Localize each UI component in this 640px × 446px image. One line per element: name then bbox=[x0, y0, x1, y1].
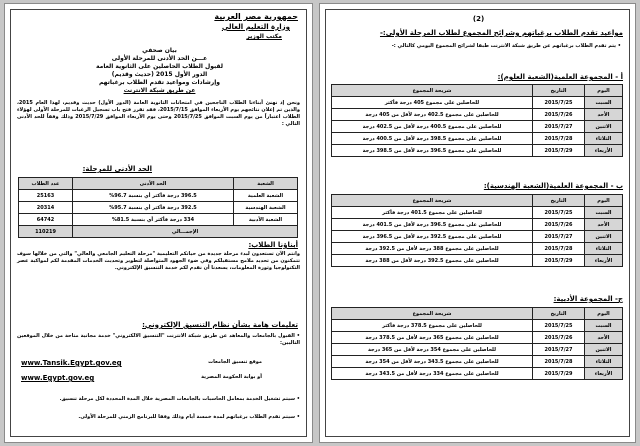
table-row bbox=[19, 190, 298, 202]
day-cell: الثلاثاء bbox=[585, 243, 623, 255]
day-cell: الأحد bbox=[585, 109, 623, 121]
table-row bbox=[332, 255, 623, 267]
date-cell: 2015/7/28 bbox=[533, 356, 585, 368]
intro-paragraph: ونحن إذ نهنئ أبناءنا الطلاب الناجحين في امتحانات الثانوية العامة (الدور الأول) حديث وقديم، لهذا العام 2015، والذين تم إعلان نتائجهم يوم الأربعاء الموافق 2015/7/15، فقد تقرر فتح باب تسجيل الرغبات للمرحلة الأولى لهؤلاء الطلاب اعتباراً من يوم السبت الموافق 2015/7/25 وحتى يوم الأربعاء الموافق 2015/7/29 وذلك وفقاً للحد الأدنى التالي : bbox=[17, 100, 300, 127]
press-title-1: بيان صحفي bbox=[142, 47, 177, 54]
date-cell: 2015/7/29 bbox=[533, 145, 585, 157]
day-cell: الأربعاء bbox=[585, 255, 623, 267]
table-row bbox=[19, 202, 298, 214]
date-cell: 2015/7/27 bbox=[533, 231, 585, 243]
day-cell: الثلاثاء bbox=[585, 133, 623, 145]
range-cell: للحاصلين على مجموع 402.5 درجة لأقل من 405 درجة bbox=[332, 109, 533, 121]
header-line-2: وزارة التعليم العالي bbox=[221, 23, 290, 31]
date-cell: 2015/7/25 bbox=[533, 97, 585, 109]
day-cell: الأحد bbox=[585, 332, 623, 344]
table-row bbox=[332, 368, 623, 380]
table-row bbox=[332, 133, 623, 145]
section-b-table bbox=[331, 194, 623, 267]
table-row bbox=[332, 145, 623, 157]
day-cell: الاثنين bbox=[585, 231, 623, 243]
date-cell: 2015/7/29 bbox=[533, 368, 585, 380]
col-header: الحد الأدنى bbox=[73, 178, 234, 190]
table-row bbox=[332, 231, 623, 243]
range-cell: للحاصلين على مجموع 401.5 درجة فأكثر bbox=[332, 207, 533, 219]
site-label: أو بوابة الحكومة المصرية bbox=[201, 374, 262, 380]
cell: 334 درجة فأكثر أي بنسبة 81.5% bbox=[73, 214, 234, 226]
date-cell: 2015/7/29 bbox=[533, 255, 585, 267]
press-title-3: لقبول الطلاب الحاصلين على الثانوية العامة bbox=[96, 63, 223, 70]
cell: الشعبة الأدبية bbox=[234, 214, 298, 226]
range-cell: للحاصلين على مجموع 378.5 درجة فأكثر bbox=[332, 320, 533, 332]
page-number: (2) bbox=[472, 15, 485, 23]
instructions-heading: تعليمات هامة بشأن نظام التنسيق الإلكتروني: bbox=[142, 321, 298, 329]
col-header: عدد الطلاب bbox=[19, 178, 73, 190]
table-row bbox=[332, 332, 623, 344]
instruction-item: • القبول بالجامعات والمعاهد عن طريق شبكة الانترنت "التنسيق الالكتروني" خدمة مجانية متاحة من خلال الموقعين التاليين: bbox=[17, 333, 300, 347]
section-c-heading: ج- المجموعة الأدبية: bbox=[553, 295, 623, 303]
range-cell: للحاصلين على مجموع 400.5 درجة لأقل من 402.5 درجة bbox=[332, 121, 533, 133]
site-label: موقع تنسيق الجامعات bbox=[208, 359, 262, 365]
date-cell: 2015/7/25 bbox=[533, 320, 585, 332]
press-title-4: الدور الأول 2015 (حديث وقديم) bbox=[111, 71, 208, 78]
range-cell: للحاصلين على مجموع 354 درجة لأقل من 365 درجة bbox=[332, 344, 533, 356]
col-header: اليوم bbox=[585, 195, 623, 207]
day-cell: الاثنين bbox=[585, 121, 623, 133]
min-score-table bbox=[18, 177, 298, 238]
page-right bbox=[319, 3, 636, 443]
cell: 20314 bbox=[19, 202, 73, 214]
table-row bbox=[332, 121, 623, 133]
date-cell: 2015/7/25 bbox=[533, 207, 585, 219]
day-cell: السبت bbox=[585, 207, 623, 219]
table-total-row bbox=[19, 226, 298, 238]
col-header: شريحة المجموع bbox=[332, 195, 533, 207]
cell: الشعبة العلمية bbox=[234, 190, 298, 202]
range-cell: للحاصلين على مجموع 398.5 درجة لأقل من 400.5 درجة bbox=[332, 133, 533, 145]
date-cell: 2015/7/26 bbox=[533, 332, 585, 344]
table-row bbox=[332, 320, 623, 332]
date-cell: 2015/7/28 bbox=[533, 243, 585, 255]
page-title: مواعيد تقدم الطلاب برغباتهم وشرائح المجموع لطلاب المرحلة الأولى:- bbox=[379, 29, 623, 37]
students-paragraph: وانتم الآن تستعدون لبدء مرحلة جديدة من حياتكم التعليمية "مرحلة التعليم الجامعي والعالي" والتي من خلالها سوف تتمكنون من تحديد ملامح مستقبلكم وفي ضوء الجهود المتواصلة لتطوير وتحديث الخدمات المقدمة لكم لمواكبة عصر التكنولوجيا وثورة المعلومات، يسعدنا أن نقدم لكم خدمة التنسيق الإلكتروني. bbox=[17, 251, 300, 271]
range-cell: للحاصلين على مجموع 343.5 درجة لأقل من 354 درجة bbox=[332, 356, 533, 368]
range-cell: للحاصلين على مجموع 392.5 درجة لأقل من 396.5 درجة bbox=[332, 231, 533, 243]
page-left bbox=[4, 3, 313, 443]
date-cell: 2015/7/26 bbox=[533, 219, 585, 231]
table-row bbox=[332, 356, 623, 368]
col-header: التاريخ bbox=[533, 308, 585, 320]
day-cell: الأحد bbox=[585, 219, 623, 231]
cell: 396.5 درجة فأكثر أي بنسبة 96.7% bbox=[73, 190, 234, 202]
cell: 392.5 درجة فأكثر أي بنسبة 95.7% bbox=[73, 202, 234, 214]
section-b-heading: ب - المجموعة العلمية(الشعبة الهندسية): bbox=[483, 182, 623, 190]
section-a-heading: أ - المجموعة العلمية(الشعبة العلوم): bbox=[497, 73, 623, 81]
day-cell: الاثنين bbox=[585, 344, 623, 356]
day-cell: الأربعاء bbox=[585, 145, 623, 157]
table-header-row bbox=[332, 195, 623, 207]
col-header: شريحة المجموع bbox=[332, 85, 533, 97]
press-title-5: وإرشادات ومواعيد تقدم الطلاب برغباتهم bbox=[98, 79, 221, 86]
range-cell: للحاصلين على مجموع 396.5 درجة لأقل من 401.5 درجة bbox=[332, 219, 533, 231]
table-row bbox=[332, 109, 623, 121]
day-cell: الثلاثاء bbox=[585, 356, 623, 368]
date-cell: 2015/7/27 bbox=[533, 121, 585, 133]
col-header: شريحة المجموع bbox=[332, 308, 533, 320]
col-header: الشعبة bbox=[234, 178, 298, 190]
day-cell: السبت bbox=[585, 97, 623, 109]
total-value: 110219 bbox=[19, 226, 73, 238]
table-row bbox=[19, 214, 298, 226]
min-heading: الحد الأدنى للمرحلة: bbox=[82, 165, 152, 173]
instruction-item: • سيتم تقدم الطلاب برغباتهم لمدة خمسة أيام وذلك وفقا للبرنامج الزمني للمرحلة الأولى. bbox=[17, 414, 300, 421]
section-c-table bbox=[331, 307, 623, 380]
header-line-3: مكتب الوزير bbox=[246, 33, 282, 40]
egypt-gov-link[interactable]: www.Egypt.gov.eg bbox=[21, 374, 95, 382]
date-cell: 2015/7/27 bbox=[533, 344, 585, 356]
press-title-2: عـــن الحد الأدنى للمرحلة الأولى bbox=[111, 55, 208, 62]
table-row bbox=[332, 344, 623, 356]
range-cell: للحاصلين على مجموع 388 درجة لأقل من 392.5 درجة bbox=[332, 243, 533, 255]
cell: 64742 bbox=[19, 214, 73, 226]
range-cell: للحاصلين على مجموع 334 درجة لأقل من 343.5 درجة bbox=[332, 368, 533, 380]
col-header: اليوم bbox=[585, 308, 623, 320]
cell: الشعبة الهندسية bbox=[234, 202, 298, 214]
instruction-item: • سيتم تشغيل الخدمة بمعامل الحاسبات بالجامعات المصرية خلال المدة المحددة لكل مرحلة تنسيق. bbox=[17, 396, 300, 403]
col-header: التاريخ bbox=[533, 195, 585, 207]
table-row bbox=[332, 219, 623, 231]
range-cell: للحاصلين على مجموع 396.5 درجة لأقل من 398.5 درجة bbox=[332, 145, 533, 157]
range-cell: للحاصلين على مجموع 365 درجة لأقل من 378.5 درجة bbox=[332, 332, 533, 344]
tansik-link[interactable]: www.Tansik.Egypt.gov.eg bbox=[21, 359, 122, 367]
day-cell: السبت bbox=[585, 320, 623, 332]
section-a-table bbox=[331, 84, 623, 157]
table-row bbox=[332, 207, 623, 219]
col-header: اليوم bbox=[585, 85, 623, 97]
intro-bullet: • يتم تقدم الطلاب برغباتهم عن طريق شبكة الانترنت طبقا لشرائح المجموع اليومي كالتالي :- bbox=[392, 44, 621, 49]
date-cell: 2015/7/26 bbox=[533, 109, 585, 121]
table-header-row bbox=[332, 85, 623, 97]
table-header-row bbox=[19, 178, 298, 190]
day-cell: الأربعاء bbox=[585, 368, 623, 380]
header-line-1: جمهورية مصر العربية bbox=[214, 12, 298, 21]
range-cell: للحاصلين على مجموع 392.5 درجة لأقل من 388 درجة bbox=[332, 255, 533, 267]
date-cell: 2015/7/28 bbox=[533, 133, 585, 145]
students-heading: أبناؤنا الطلاب: bbox=[248, 241, 298, 249]
table-row bbox=[332, 97, 623, 109]
cell: 25163 bbox=[19, 190, 73, 202]
table-header-row bbox=[332, 308, 623, 320]
total-label: الإجمـــالي bbox=[73, 226, 298, 238]
press-title-6: عن طريق شبكة الانترنت bbox=[123, 87, 196, 94]
range-cell: للحاصلين على مجموع 405 درجة فأكثر bbox=[332, 97, 533, 109]
col-header: التاريخ bbox=[533, 85, 585, 97]
table-row bbox=[332, 243, 623, 255]
